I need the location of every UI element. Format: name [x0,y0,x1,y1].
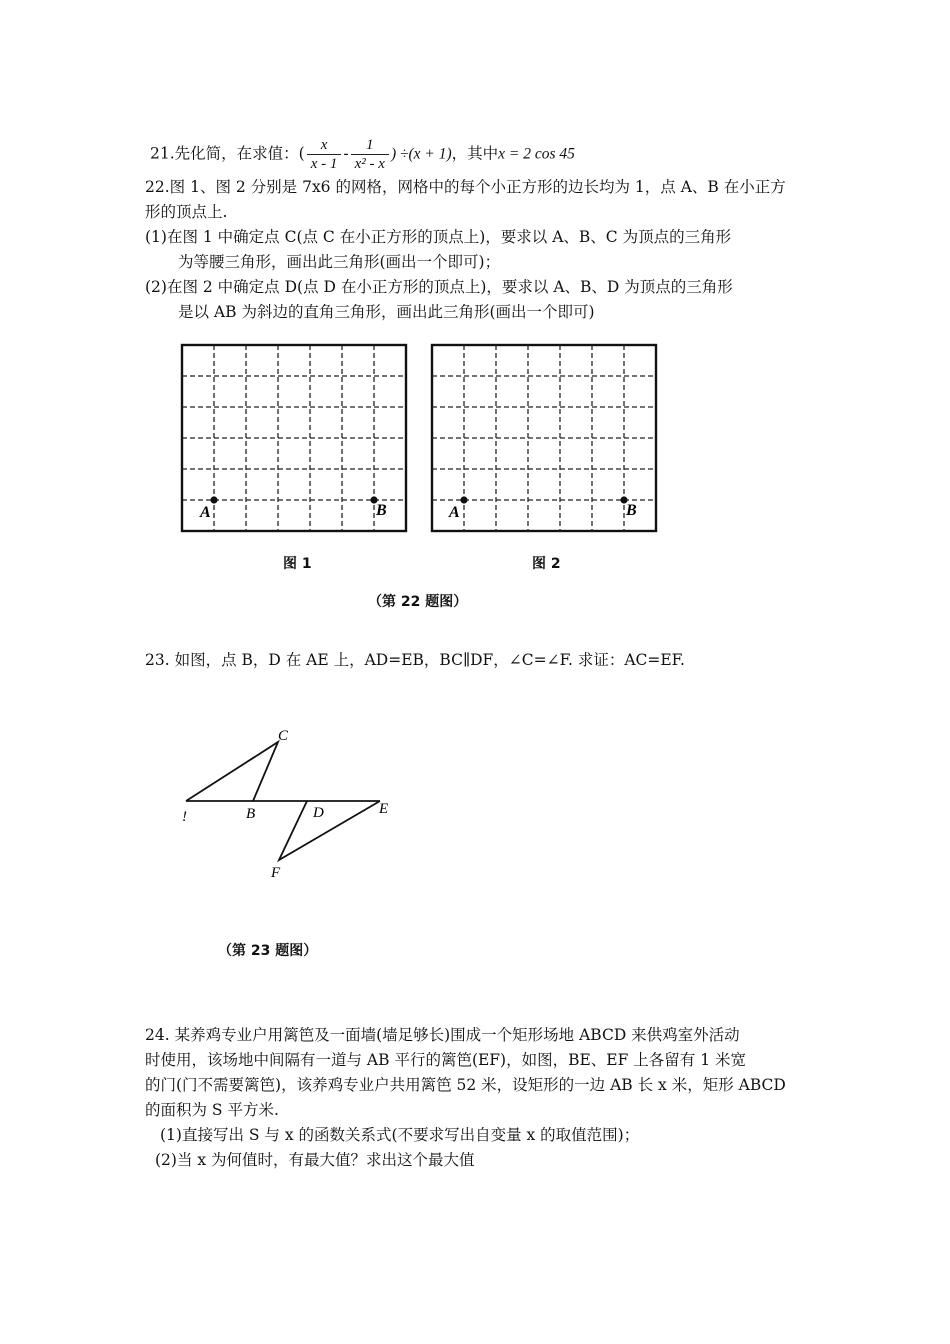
label-a: ! [182,809,187,825]
grid-figure-2 [432,345,656,531]
q21-frac2-numerator: 1 [351,136,389,155]
point-a-grid2 [460,496,467,503]
label-c: C [278,728,289,744]
grid-figure-1 [182,345,406,531]
q22-part1-line-1: (1)在图 1 中确定点 C(点 C 在小正方形的顶点上)，要求以 A、B、C 为顶点的三角形 [145,228,732,246]
q24-part2: (2)当 x 为何值时，有最大值？求出这个最大值 [155,1151,475,1169]
q21-tail: ) ÷(x + 1) [390,145,452,163]
q23-figure-caption: （第 23 题图） [218,943,318,959]
label-b-grid1: B [376,502,387,519]
q22-part2-line-2: 是以 AB 为斜边的直角三角形，画出此三角形(画出一个即可) [178,303,595,321]
q24-part1: (1)直接写出 S 与 x 的函数关系式(不要求写出自变量 x 的取值范围)； [160,1126,640,1144]
q21-where: ，其中 [451,144,499,163]
q21-line [150,136,575,173]
q21-frac1-denominator: x - 1 [310,156,338,172]
q22-fig1-caption: 图 1 [283,556,312,572]
q24-line-4: 的面积为 S 平方米. [145,1101,279,1119]
point-a-grid1 [210,496,217,503]
q22-part2-line-1: (2)在图 2 中确定点 D(点 D 在小正方形的顶点上)，要求以 A、B、D 为顶点的三角形 [145,278,733,296]
triangle-def [279,801,380,860]
q21-condition: x = 2 cos 45 [498,145,575,163]
q21-fraction-1 [307,136,342,173]
q21-frac1-numerator: x [307,136,342,155]
label-a-grid2: A [449,504,460,521]
label-f: F [271,865,281,881]
q22-fig2-caption: 图 2 [532,556,561,572]
q24-line-3: 的门(门不需要篱笆)，该养鸡专业户共用篱笆 52 米，设矩形的一边 AB 长 x 米，矩形 ABCD [145,1076,786,1094]
q24-line-1: 24. 某养鸡专业户用篱笆及一面墙(墙足够长)围成一个矩形场地 ABCD 来供鸡室外活动 [145,1026,740,1044]
label-e: E [379,801,389,817]
q22-figure-caption: （第 22 题图） [368,594,468,610]
q22-line-1: 22.图 1、图 2 分别是 7x6 的网格，网格中的每个小正方形的边长均为 1，点 A、B 在小正方 [145,178,786,196]
label-b-grid2: B [626,502,637,519]
q23-text: 23. 如图，点 B，D 在 AE 上，AD=EB，BC∥DF，∠C=∠F. 求证：AC=EF. [145,651,685,669]
label-b: B [246,806,256,822]
q21-frac2-denominator: x² - x [354,156,385,172]
q23-figure [175,720,405,890]
q22-line-2: 形的顶点上. [145,203,228,221]
q22-grids-figure [170,335,670,540]
label-a-grid1: A [200,504,211,521]
q21-open-paren: ( [298,144,305,163]
q21-minus: - [343,144,349,163]
triangle-abc [186,742,278,801]
q24-line-2: 时使用，该场地中间隔有一道与 AB 平行的篱笆(EF)，如图，BE、EF 上各留有 1 米宽 [145,1051,747,1069]
label-d: D [313,805,324,821]
q21-fraction-2 [351,136,389,173]
q21-prefix: 21.先化简，在求值： [150,144,299,163]
q22-part1-line-2: 为等腰三角形，画出此三角形(画出一个即可)； [178,253,501,271]
